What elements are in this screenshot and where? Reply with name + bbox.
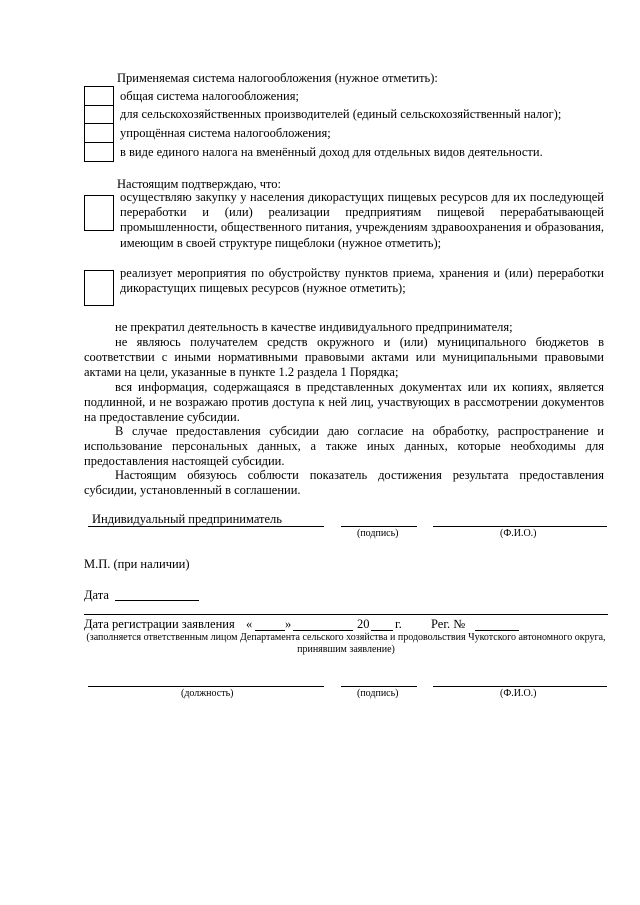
- signature-role: Индивидуальный предприниматель: [92, 512, 282, 526]
- statement-result-commitment: Настоящим обязуюсь соблюсти показатель достижения результата предоставления субсидии, установленный в соглашении.: [84, 468, 604, 498]
- registration-number-label: Рег. №: [431, 617, 466, 631]
- position-line[interactable]: [88, 686, 324, 687]
- footer-signature-caption: (подпись): [357, 688, 399, 699]
- registration-year-prefix: 20: [357, 617, 370, 631]
- date-label: Дата: [84, 588, 109, 602]
- registration-open-quote: «: [246, 617, 253, 631]
- tax-system-heading: Применяемая система налогообложения (нужное отметить):: [117, 71, 438, 85]
- date-line[interactable]: [115, 600, 199, 601]
- checkbox-imputed-tax[interactable]: [84, 142, 114, 162]
- confirm-option-purchase: осуществляю закупку у населения дикорастущих пищевых ресурсов для их последующей переработки и (или) реализации предприятиям пищевой перерабатывающей промышленности, общественного питания, учреждениям здравоохранения и образования, имеющим в своей структуре пищеблоки (нужное отметить);: [120, 190, 604, 250]
- stamp-label: М.П. (при наличии): [84, 557, 190, 571]
- registration-note: (заполняется ответственным лицом Департамента сельского хозяйства и продовольствия Чукотского автономного округа, принявшим заявление): [86, 632, 606, 655]
- tax-option-agricultural: для сельскохозяйственных производителей (единый сельскохозяйственный налог);: [120, 107, 562, 121]
- registration-year-line[interactable]: [371, 630, 393, 631]
- confirm-option-measures: реализует мероприятия по обустройству пунктов приема, хранения и (или) переработки дикорастущих пищевых ресурсов (нужное отметить);: [120, 266, 604, 296]
- registration-close-quote: »: [285, 617, 292, 631]
- position-caption: (должность): [181, 688, 234, 699]
- name-line[interactable]: [433, 526, 607, 527]
- signature-caption: (подпись): [357, 528, 399, 539]
- tax-option-simplified: упрощённая система налогообложения;: [120, 126, 331, 140]
- checkbox-purchase[interactable]: [84, 195, 114, 231]
- registration-number-line[interactable]: [475, 630, 519, 631]
- confirm-heading: Настоящим подтверждаю, что:: [117, 177, 282, 191]
- signature-line[interactable]: [341, 526, 417, 527]
- statement-data-consent: В случае предоставления субсидии даю согласие на обработку, распространение и использование персональных данных, а также иных данных, которые необходимы для предоставления настоящей субсидии.: [84, 424, 604, 469]
- tax-option-imputed: в виде единого налога на вменённый доход для отдельных видов деятельности.: [120, 145, 543, 159]
- registration-year-suffix: г.: [395, 617, 402, 631]
- checkbox-agricultural-tax[interactable]: [84, 105, 114, 124]
- registration-month-line[interactable]: [293, 630, 353, 631]
- checkbox-simplified-tax[interactable]: [84, 123, 114, 143]
- footer-name-caption: (Ф.И.О.): [500, 688, 537, 699]
- name-caption: (Ф.И.О.): [500, 528, 537, 539]
- registration-label: Дата регистрации заявления: [84, 617, 235, 631]
- tax-option-general: общая система налогообложения;: [120, 89, 299, 103]
- footer-name-line[interactable]: [433, 686, 607, 687]
- statement-not-terminated: не прекратил деятельность в качестве индивидуального предпринимателя;: [115, 320, 513, 334]
- role-line: [88, 526, 324, 527]
- statement-not-recipient: не являюсь получателем средств окружного и (или) муниципального бюджетов в соответствии с иными нормативными правовыми актами или муниципальными правовыми актами на цели, указанные в пункте 1.2 раздела 1 Порядка;: [84, 335, 604, 380]
- registration-separator: [84, 614, 608, 615]
- checkbox-general-tax[interactable]: [84, 86, 114, 106]
- registration-day-line[interactable]: [255, 630, 285, 631]
- statement-info-genuine: вся информация, содержащаяся в представленных документах или их копиях, является подлинной, и не возражаю против доступа к ней лиц, участвующих в рассмотрении документов на предоставление субсидии.: [84, 380, 604, 425]
- checkbox-measures[interactable]: [84, 270, 114, 306]
- footer-signature-line[interactable]: [341, 686, 417, 687]
